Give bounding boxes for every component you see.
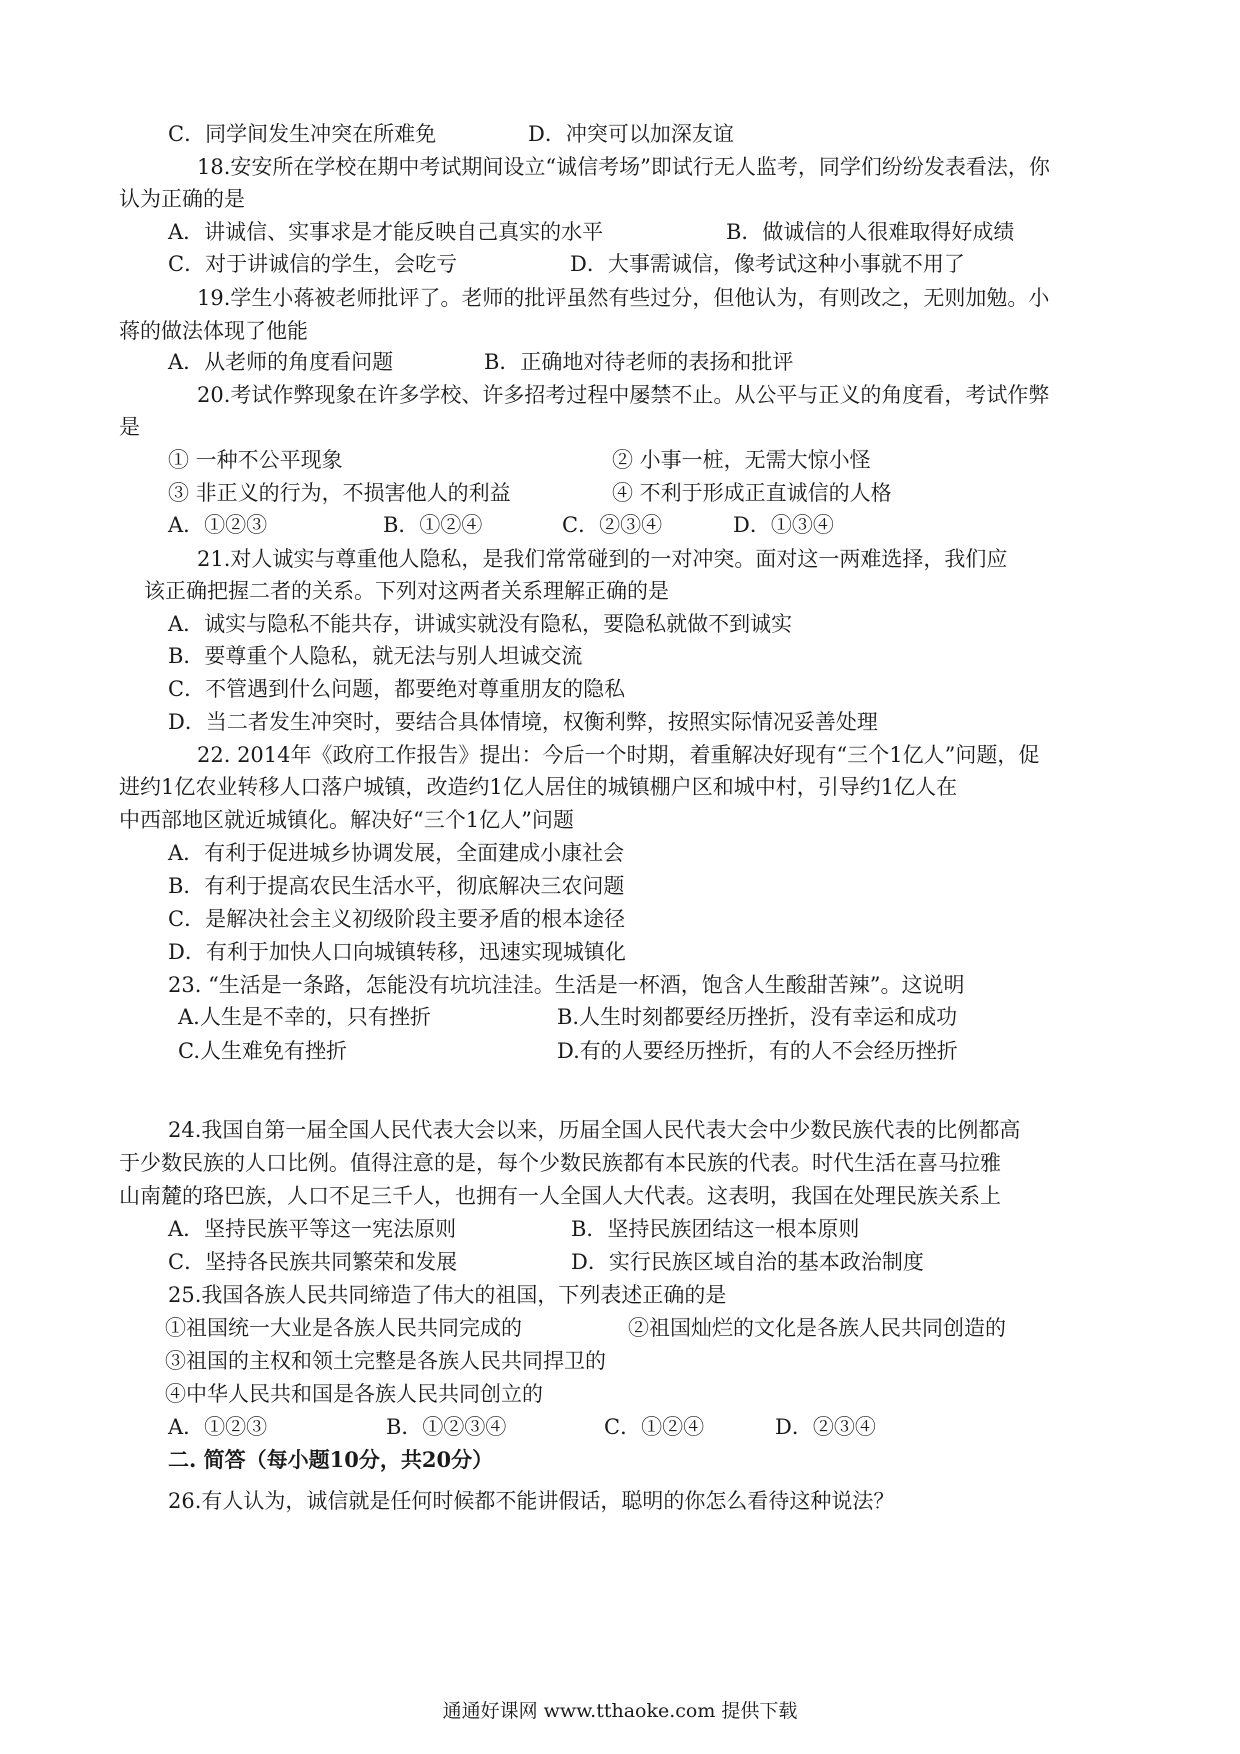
q24-option-c: C．坚持各民族共同繁荣和发展 — [168, 1250, 458, 1274]
q21-option-d: D．当二者发生冲突时，要结合具体情境，权衡利弊，按照实际情况妥善处理 — [168, 710, 878, 734]
q18-stem-line1: 18.安安所在学校在期中考试期间设立“诚信考场”即试行无人监考，同学们纷纷发表看法，你 — [197, 155, 1050, 179]
q23-stem-line1: 23. “生活是一条路，怎能没有坑坑洼洼。生活是一杯酒，饱含人生酸甜苦辣”。这说明 — [168, 973, 965, 997]
q18-option-a: A．讲诚信、实事求是才能反映自己真实的水平 — [168, 220, 604, 244]
q24-stem-line2: 于少数民族的人口比例。值得注意的是，每个少数民族都有本民族的代表。时代生活在喜马拉雅 — [119, 1151, 1001, 1175]
q24-option-b: B．坚持民族团结这一根本原则 — [571, 1217, 860, 1241]
q22-option-b: B．有利于提高农民生活水平，彻底解决三农问题 — [168, 874, 625, 898]
q20-option-b: B．①②④ — [383, 513, 483, 537]
q25-option-b: B．①②③④ — [386, 1415, 507, 1439]
page-footer: 通通好课网 www.tthaoke.com 提供下载 — [442, 1700, 798, 1722]
q25-option-a: A．①②③ — [168, 1415, 268, 1439]
q18-stem-line2: 认为正确的是 — [119, 187, 245, 211]
q24-option-d: D．实行民族区域自治的基本政治制度 — [571, 1250, 924, 1274]
q19-stem-line1: 19.学生小蒋被老师批评了。老师的批评虽然有些过分，但他认为，有则改之，无则加勉。小 — [197, 286, 1050, 310]
q20-item-4: ④ 不利于形成正直诚信的人格 — [612, 481, 892, 505]
q22-option-c: C．是解决社会主义初级阶段主要矛盾的根本途径 — [168, 907, 626, 931]
q19-option-b: B．正确地对待老师的表扬和批评 — [484, 350, 794, 374]
q22-option-d: D．有利于加快人口向城镇转移，迅速实现城镇化 — [168, 940, 626, 964]
q19-stem-line2: 蒋的做法体现了他能 — [119, 319, 308, 343]
q22-stem-line1: 22. 2014年《政府工作报告》提出：今后一个时期，着重解决好现有“三个1亿人”问题，促 — [197, 743, 1040, 767]
q24-stem-line3: 山南麓的珞巴族，人口不足三千人，也拥有一人全国人大代表。这表明，我国在处理民族关系上 — [119, 1184, 1001, 1208]
q21-option-b: B．要尊重个人隐私，就无法与别人坦诚交流 — [168, 644, 583, 668]
q20-item-3: ③ 非正义的行为，不损害他人的利益 — [168, 481, 511, 505]
q19-option-a: A．从老师的角度看问题 — [168, 350, 394, 374]
q20-item-2: ② 小事一桩，无需大惊小怪 — [612, 448, 871, 472]
q25-stem-line1: 25.我国各族人民共同缔造了伟大的祖国，下列表述正确的是 — [168, 1283, 727, 1307]
q25-item-2: ②祖国灿烂的文化是各族人民共同创造的 — [628, 1316, 1006, 1340]
q23-option-b: B.人生时刻都要经历挫折，没有幸运和成功 — [557, 1005, 958, 1029]
q20-option-a: A．①②③ — [168, 513, 268, 537]
q21-stem-line1: 21.对人诚实与尊重他人隐私，是我们常常碰到的一对冲突。面对这一两难选择，我们应 — [197, 547, 1008, 571]
q22-stem-line2: 进约1亿农业转移人口落户城镇，改造约1亿人居住的城镇棚户区和城中村，引导约1亿人在 — [119, 775, 958, 799]
q21-stem-line2: 该正确把握二者的关系。下列对这两者关系理解正确的是 — [144, 579, 669, 603]
q20-option-c: C．②③④ — [562, 513, 663, 537]
q26-stem-line1: 26.有人认为，诚信就是任何时候都不能讲假话，聪明的你怎么看待这种说法？ — [168, 1489, 895, 1513]
q25-item-1: ①祖国统一大业是各族人民共同完成的 — [165, 1316, 522, 1340]
q23-option-d: D.有的人要经历挫折，有的人不会经历挫折 — [557, 1039, 958, 1063]
q20-item-1: ① 一种不公平现象 — [168, 448, 343, 472]
q22-stem-line3: 中西部地区就近城镇化。解决好“三个1亿人”问题 — [119, 808, 574, 832]
q20-stem-line1: 20.考试作弊现象在许多学校、许多招考过程中屡禁不止。从公平与正义的角度看，考试作弊 — [197, 383, 1050, 407]
q17-option-c: C．同学间发生冲突在所难免 — [168, 122, 437, 146]
q18-option-c: C．对于讲诚信的学生，会吃亏 — [168, 252, 458, 276]
q25-option-c: C．①②④ — [604, 1415, 705, 1439]
section-2-title: 二. 简答（每小题10分，共20分） — [168, 1447, 494, 1472]
q24-stem-line1: 24.我国自第一届全国人民代表大会以来，历届全国人民代表大会中少数民族代表的比例都高 — [168, 1118, 1021, 1142]
q18-option-d: D．大事需诚信，像考试这种小事就不用了 — [570, 252, 965, 276]
q18-option-b: B．做诚信的人很难取得好成绩 — [726, 220, 1015, 244]
q20-option-d: D．①③④ — [733, 513, 834, 537]
q25-item-4: ④中华人民共和国是各族人民共同创立的 — [165, 1382, 543, 1406]
q25-item-3: ③祖国的主权和领土完整是各族人民共同捍卫的 — [165, 1349, 606, 1373]
q23-option-a: A.人生是不幸的，只有挫折 — [178, 1005, 431, 1029]
q25-option-d: D．②③④ — [775, 1415, 876, 1439]
q17-option-d: D．冲突可以加深友谊 — [528, 122, 734, 146]
q21-option-a: A．诚实与隐私不能共存，讲诚实就没有隐私，要隐私就做不到诚实 — [168, 612, 793, 636]
q21-option-c: C．不管遇到什么问题，都要绝对尊重朋友的隐私 — [168, 677, 626, 701]
q24-option-a: A．坚持民族平等这一宪法原则 — [168, 1217, 457, 1241]
q22-option-a: A．有利于促进城乡协调发展，全面建成小康社会 — [168, 841, 625, 865]
q20-stem-line2: 是 — [119, 415, 140, 439]
q23-option-c: C.人生难免有挫折 — [178, 1039, 347, 1063]
